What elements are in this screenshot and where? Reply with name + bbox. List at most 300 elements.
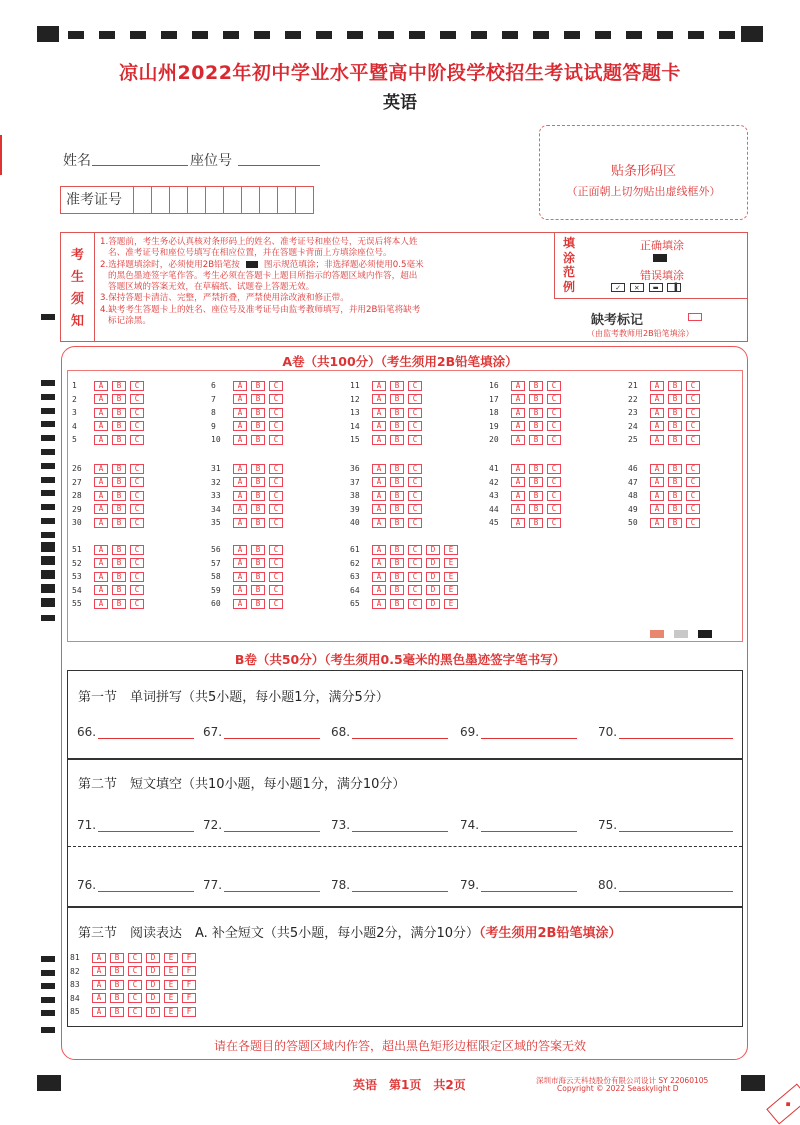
blank-line[interactable]	[98, 880, 194, 892]
question-number: 16	[489, 381, 499, 390]
answer-bubble-c[interactable]: C	[130, 394, 144, 404]
answer-bubble-a[interactable]: A	[94, 394, 108, 404]
answer-bubble-b[interactable]: B	[529, 477, 543, 487]
exam-id-cell[interactable]	[205, 187, 223, 213]
answer-bubble-c[interactable]: C	[269, 572, 283, 582]
answer-bubble-f[interactable]: F	[182, 953, 196, 963]
answer-bubble-a[interactable]: A	[650, 477, 664, 487]
answer-blank[interactable]	[331, 878, 448, 892]
blank-line[interactable]	[481, 880, 577, 892]
answer-bubble-a[interactable]: A	[372, 394, 386, 404]
answer-bubble-e[interactable]: E	[444, 558, 458, 568]
answer-bubble-a[interactable]: A	[511, 408, 525, 418]
answer-bubble-a[interactable]: A	[233, 585, 247, 595]
answer-bubble-d[interactable]: D	[426, 599, 440, 609]
answer-bubble-a[interactable]: A	[650, 381, 664, 391]
answer-bubble-a[interactable]: A	[94, 435, 108, 445]
answer-bubble-c[interactable]: C	[547, 518, 561, 528]
answer-bubble-f[interactable]: F	[182, 966, 196, 976]
answer-bubble-b[interactable]: B	[390, 599, 404, 609]
blank-line[interactable]	[481, 820, 577, 832]
answer-bubble-a[interactable]: A	[92, 980, 106, 990]
answer-bubble-c[interactable]: C	[408, 518, 422, 528]
answer-bubble-b[interactable]: B	[529, 518, 543, 528]
answer-blank[interactable]	[331, 725, 448, 739]
answer-bubble-a[interactable]: A	[94, 477, 108, 487]
answer-bubble-c[interactable]: C	[130, 381, 144, 391]
answer-blank[interactable]	[460, 725, 577, 739]
answer-bubble-c[interactable]: C	[547, 477, 561, 487]
answer-bubble-b[interactable]: B	[112, 421, 126, 431]
answer-bubble-d[interactable]: D	[146, 953, 160, 963]
answer-bubble-a[interactable]: A	[94, 572, 108, 582]
answer-bubble-a[interactable]: A	[233, 518, 247, 528]
answer-bubble-b[interactable]: B	[529, 421, 543, 431]
answer-bubble-b[interactable]: B	[110, 1007, 124, 1017]
answer-bubble-a[interactable]: A	[372, 464, 386, 474]
question-group	[72, 461, 148, 529]
answer-bubble-a[interactable]: A	[94, 504, 108, 514]
answer-bubble-c[interactable]: C	[547, 435, 561, 445]
answer-bubble-b[interactable]: B	[390, 558, 404, 568]
answer-bubble-c[interactable]: C	[686, 381, 700, 391]
answer-bubble-c[interactable]: C	[686, 491, 700, 501]
answer-bubble-c[interactable]: C	[547, 421, 561, 431]
answer-bubble-b[interactable]: B	[251, 572, 265, 582]
answer-bubble-c[interactable]: C	[686, 518, 700, 528]
answer-bubble-b[interactable]: B	[390, 504, 404, 514]
notice-line-part: 2.选择题填涂时，必须使用2B铅笔按	[100, 259, 240, 270]
answer-bubble-f[interactable]: F	[182, 993, 196, 1003]
blank-line[interactable]	[619, 880, 733, 892]
answer-bubble-a[interactable]: A	[650, 491, 664, 501]
page-title: 凉山州2022年初中学业水平暨高中阶段学校招生考试试题答题卡	[119, 62, 681, 84]
answer-bubble-c[interactable]: C	[269, 558, 283, 568]
answer-bubble-c[interactable]: C	[128, 953, 142, 963]
answer-bubble-c[interactable]: C	[130, 585, 144, 595]
answer-bubble-c[interactable]: C	[686, 464, 700, 474]
exam-id-cell[interactable]	[151, 187, 169, 213]
answer-bubble-b[interactable]: B	[390, 394, 404, 404]
answer-bubble-a[interactable]: A	[650, 421, 664, 431]
answer-bubble-a[interactable]: A	[511, 518, 525, 528]
blank-line[interactable]	[352, 727, 448, 739]
question-number: 38	[350, 491, 360, 501]
answer-bubble-c[interactable]: C	[269, 464, 283, 474]
answer-bubble-c[interactable]: C	[269, 585, 283, 595]
answer-bubble-c[interactable]: C	[269, 545, 283, 555]
blank-line[interactable]	[619, 820, 733, 832]
answer-bubble-e[interactable]: E	[164, 966, 178, 976]
answer-bubble-d[interactable]: D	[426, 558, 440, 568]
answer-bubble-c[interactable]: C	[130, 545, 144, 555]
answer-bubble-a[interactable]: A	[511, 504, 525, 514]
answer-bubble-b[interactable]: B	[112, 408, 126, 418]
color-calibration-swatches	[650, 623, 722, 642]
answer-bubble-b[interactable]: B	[390, 545, 404, 555]
blank-line[interactable]	[98, 727, 194, 739]
name-field[interactable]	[92, 165, 188, 166]
answer-bubble-c[interactable]: C	[408, 504, 422, 514]
question-number: 40	[350, 518, 360, 528]
answer-bubble-a[interactable]: A	[233, 545, 247, 555]
wrong-check-icon: ✓	[611, 283, 625, 292]
answer-bubble-c[interactable]: C	[547, 381, 561, 391]
answer-bubble-b[interactable]: B	[112, 599, 126, 609]
answer-bubble-b[interactable]: B	[251, 558, 265, 568]
answer-bubble-a[interactable]: A	[650, 394, 664, 404]
exam-id-cell[interactable]	[241, 187, 259, 213]
answer-bubble-a[interactable]: A	[372, 572, 386, 582]
answer-bubble-a[interactable]: A	[372, 491, 386, 501]
answer-bubble-a[interactable]: A	[511, 394, 525, 404]
answer-bubble-a[interactable]: A	[511, 421, 525, 431]
answer-bubble-a[interactable]: A	[233, 464, 247, 474]
answer-bubble-b[interactable]: B	[110, 993, 124, 1003]
answer-bubble-a[interactable]: A	[94, 381, 108, 391]
answer-bubble-e[interactable]: E	[444, 572, 458, 582]
answer-bubble-a[interactable]: A	[372, 408, 386, 418]
answer-bubble-c[interactable]: C	[408, 599, 422, 609]
answer-bubble-c[interactable]: C	[128, 980, 142, 990]
answer-bubble-b[interactable]: B	[668, 518, 682, 528]
answer-bubble-b[interactable]: B	[112, 504, 126, 514]
answer-bubble-a[interactable]: A	[511, 477, 525, 487]
answer-bubble-b[interactable]: B	[110, 966, 124, 976]
answer-bubble-b[interactable]: B	[390, 464, 404, 474]
answer-bubble-c[interactable]: C	[269, 421, 283, 431]
answer-bubble-a[interactable]: A	[94, 491, 108, 501]
answer-bubble-c[interactable]: C	[269, 491, 283, 501]
answer-bubble-e[interactable]: E	[164, 953, 178, 963]
answer-bubble-c[interactable]: C	[686, 421, 700, 431]
answer-bubble-b[interactable]: B	[112, 491, 126, 501]
answer-bubble-c[interactable]: C	[547, 394, 561, 404]
answer-bubble-b[interactable]: B	[529, 394, 543, 404]
answer-bubble-d[interactable]: D	[146, 980, 160, 990]
answer-bubble-c[interactable]: C	[408, 477, 422, 487]
answer-bubble-a[interactable]: A	[511, 435, 525, 445]
answer-bubble-c[interactable]: C	[686, 504, 700, 514]
answer-blank[interactable]	[598, 878, 733, 892]
answer-bubble-b[interactable]: B	[112, 394, 126, 404]
answer-bubble-a[interactable]: A	[650, 408, 664, 418]
answer-bubble-b[interactable]: B	[251, 518, 265, 528]
answer-bubble-b[interactable]: B	[390, 585, 404, 595]
answer-bubble-b[interactable]: B	[529, 408, 543, 418]
answer-bubble-c[interactable]: C	[408, 491, 422, 501]
answer-bubble-c[interactable]: C	[128, 993, 142, 1003]
blank-line[interactable]	[352, 880, 448, 892]
answer-bubble-d[interactable]: D	[426, 585, 440, 595]
answer-bubble-a[interactable]: A	[372, 504, 386, 514]
answer-bubble-b[interactable]: B	[251, 491, 265, 501]
answer-bubble-b[interactable]: B	[251, 599, 265, 609]
question-row	[211, 583, 287, 597]
answer-bubble-b[interactable]: B	[668, 504, 682, 514]
answer-bubble-b[interactable]: B	[390, 381, 404, 391]
answer-bubble-b[interactable]: B	[668, 464, 682, 474]
answer-bubble-b[interactable]: B	[529, 435, 543, 445]
answer-bubble-a[interactable]: A	[372, 599, 386, 609]
answer-bubble-c[interactable]: C	[408, 558, 422, 568]
answer-bubble-a[interactable]: A	[511, 491, 525, 501]
answer-bubble-e[interactable]: E	[444, 545, 458, 555]
answer-bubble-c[interactable]: C	[408, 585, 422, 595]
answer-bubble-b[interactable]: B	[390, 491, 404, 501]
answer-bubble-c[interactable]: C	[547, 491, 561, 501]
answer-bubble-b[interactable]: B	[251, 464, 265, 474]
answer-blank[interactable]	[203, 878, 320, 892]
answer-bubble-a[interactable]: A	[372, 518, 386, 528]
answer-bubble-c[interactable]: C	[130, 599, 144, 609]
answer-bubble-f[interactable]: F	[182, 980, 196, 990]
answer-bubble-a[interactable]: A	[94, 518, 108, 528]
answer-bubble-c[interactable]: C	[408, 435, 422, 445]
exam-id-cell[interactable]	[133, 187, 151, 213]
absent-checkbox[interactable]	[688, 313, 702, 321]
answer-bubble-b[interactable]: B	[112, 477, 126, 487]
answer-bubble-c[interactable]: C	[269, 394, 283, 404]
answer-bubble-b[interactable]: B	[668, 477, 682, 487]
answer-bubble-b[interactable]: B	[390, 518, 404, 528]
answer-bubble-c[interactable]: C	[130, 464, 144, 474]
answer-bubble-b[interactable]: B	[112, 585, 126, 595]
blank-line[interactable]	[224, 880, 320, 892]
answer-bubble-c[interactable]: C	[130, 435, 144, 445]
answer-bubble-c[interactable]: C	[408, 408, 422, 418]
exam-id-cell[interactable]	[295, 187, 313, 213]
notice-line: 1.答题前，考生务必认真核对条形码上的姓名、准考证号和座位号，无误后将本人姓	[100, 237, 418, 247]
question-number: 26	[72, 464, 82, 473]
answer-blank[interactable]	[460, 818, 577, 832]
answer-bubble-b[interactable]: B	[112, 435, 126, 445]
answer-bubble-b[interactable]: B	[668, 421, 682, 431]
answer-blank[interactable]	[77, 818, 194, 832]
answer-bubble-b[interactable]: B	[110, 953, 124, 963]
answer-bubble-c[interactable]: C	[130, 518, 144, 528]
answer-bubble-f[interactable]: F	[182, 1007, 196, 1017]
answer-bubble-a[interactable]: A	[92, 1007, 106, 1017]
answer-bubble-b[interactable]: B	[251, 477, 265, 487]
answer-bubble-a[interactable]: A	[650, 518, 664, 528]
answer-bubble-a[interactable]: A	[233, 381, 247, 391]
answer-bubble-b[interactable]: B	[390, 408, 404, 418]
answer-bubble-b[interactable]: B	[529, 491, 543, 501]
answer-bubble-b[interactable]: B	[390, 421, 404, 431]
answer-bubble-c[interactable]: C	[130, 504, 144, 514]
answer-bubble-c[interactable]: C	[408, 545, 422, 555]
answer-bubble-c[interactable]: C	[547, 464, 561, 474]
part3-title-text: 第三节 阅读表达 A. 补全短文（共5小题，每小题2分，满分10分）	[78, 926, 480, 941]
answer-bubble-d[interactable]: D	[146, 1007, 160, 1017]
answer-bubble-b[interactable]: B	[251, 435, 265, 445]
answer-bubble-c[interactable]: C	[130, 558, 144, 568]
answer-bubble-c[interactable]: C	[408, 464, 422, 474]
answer-bubble-b[interactable]: B	[529, 381, 543, 391]
answer-bubble-b[interactable]: B	[110, 980, 124, 990]
answer-bubble-b[interactable]: B	[390, 435, 404, 445]
answer-bubble-c[interactable]: C	[408, 421, 422, 431]
exam-id-grid[interactable]	[60, 186, 314, 214]
answer-bubble-e[interactable]: E	[444, 599, 458, 609]
answer-blank[interactable]	[77, 725, 194, 739]
answer-bubble-c[interactable]: C	[408, 394, 422, 404]
answer-bubble-c[interactable]: C	[408, 381, 422, 391]
answer-bubble-b[interactable]: B	[668, 435, 682, 445]
answer-blank[interactable]	[598, 725, 733, 739]
answer-bubble-b[interactable]: B	[390, 477, 404, 487]
answer-bubble-b[interactable]: B	[668, 381, 682, 391]
answer-blank[interactable]	[331, 818, 448, 832]
question-row	[489, 488, 565, 502]
blank-line[interactable]	[352, 820, 448, 832]
question-row	[489, 405, 565, 419]
answer-bubble-a[interactable]: A	[94, 599, 108, 609]
answer-bubble-b[interactable]: B	[251, 408, 265, 418]
answer-bubble-c[interactable]: C	[547, 504, 561, 514]
answer-bubble-c[interactable]: C	[269, 408, 283, 418]
answer-bubble-a[interactable]: A	[372, 477, 386, 487]
answer-bubble-a[interactable]: A	[94, 585, 108, 595]
answer-bubble-b[interactable]: B	[251, 504, 265, 514]
answer-bubble-b[interactable]: B	[251, 394, 265, 404]
question-row	[350, 488, 426, 502]
answer-bubble-c[interactable]: C	[130, 477, 144, 487]
answer-bubble-a[interactable]: A	[94, 545, 108, 555]
answer-bubble-b[interactable]: B	[529, 504, 543, 514]
answer-bubble-a[interactable]: A	[233, 435, 247, 445]
answer-bubble-b[interactable]: B	[668, 408, 682, 418]
answer-bubble-c[interactable]: C	[128, 1007, 142, 1017]
answer-bubble-c[interactable]: C	[130, 491, 144, 501]
answer-bubble-b[interactable]: B	[529, 464, 543, 474]
exam-id-cell[interactable]	[169, 187, 187, 213]
exam-id-cell[interactable]	[277, 187, 295, 213]
answer-bubble-a[interactable]: A	[233, 504, 247, 514]
answer-bubble-c[interactable]: C	[269, 518, 283, 528]
answer-bubble-a[interactable]: A	[233, 491, 247, 501]
answer-bubble-b[interactable]: B	[112, 464, 126, 474]
answer-bubble-b[interactable]: B	[112, 518, 126, 528]
answer-bubble-a[interactable]: A	[372, 545, 386, 555]
answer-bubble-a[interactable]: A	[94, 558, 108, 568]
blank-line[interactable]	[619, 727, 733, 739]
answer-bubble-a[interactable]: A	[233, 477, 247, 487]
answer-bubble-a[interactable]: A	[233, 421, 247, 431]
answer-bubble-b[interactable]: B	[251, 585, 265, 595]
answer-bubble-c[interactable]: C	[547, 408, 561, 418]
answer-bubble-b[interactable]: B	[390, 572, 404, 582]
answer-bubble-c[interactable]: C	[130, 572, 144, 582]
exam-id-cell[interactable]	[187, 187, 205, 213]
answer-bubble-a[interactable]: A	[372, 558, 386, 568]
answer-bubble-b[interactable]: B	[112, 545, 126, 555]
answer-bubble-b[interactable]: B	[251, 381, 265, 391]
answer-bubble-a[interactable]: A	[233, 572, 247, 582]
answer-bubble-a[interactable]: A	[372, 381, 386, 391]
answer-blank[interactable]	[598, 818, 733, 832]
answer-bubble-b[interactable]: B	[668, 491, 682, 501]
answer-bubble-a[interactable]: A	[650, 435, 664, 445]
answer-bubble-c[interactable]: C	[269, 477, 283, 487]
answer-bubble-a[interactable]: A	[233, 558, 247, 568]
answer-bubble-b[interactable]: B	[668, 394, 682, 404]
blank-line[interactable]	[224, 727, 320, 739]
answer-bubble-c[interactable]: C	[269, 435, 283, 445]
answer-bubble-a[interactable]: A	[511, 464, 525, 474]
exam-id-cell[interactable]	[223, 187, 241, 213]
answer-bubble-a[interactable]: A	[92, 966, 106, 976]
exam-id-cell[interactable]	[259, 187, 277, 213]
answer-bubble-b[interactable]: B	[112, 572, 126, 582]
question-number: 24	[628, 421, 638, 431]
answer-bubble-c[interactable]: C	[269, 599, 283, 609]
answer-bubble-d[interactable]: D	[146, 993, 160, 1003]
answer-bubble-c[interactable]: C	[408, 572, 422, 582]
answer-bubble-c[interactable]: C	[686, 408, 700, 418]
answer-bubble-a[interactable]: A	[650, 464, 664, 474]
answer-bubble-e[interactable]: E	[444, 585, 458, 595]
blank-line[interactable]	[98, 820, 194, 832]
answer-bubble-a[interactable]: A	[233, 599, 247, 609]
answer-bubble-a[interactable]: A	[372, 585, 386, 595]
answer-bubble-c[interactable]: C	[269, 381, 283, 391]
answer-bubble-c[interactable]: C	[686, 477, 700, 487]
answer-bubble-c[interactable]: C	[130, 408, 144, 418]
answer-bubble-c[interactable]: C	[686, 394, 700, 404]
answer-bubble-e[interactable]: E	[164, 980, 178, 990]
answer-blank[interactable]	[460, 878, 577, 892]
answer-bubble-b[interactable]: B	[112, 381, 126, 391]
answer-bubble-e[interactable]: E	[164, 993, 178, 1003]
answer-bubble-d[interactable]: D	[426, 572, 440, 582]
answer-bubble-c[interactable]: C	[686, 435, 700, 445]
answer-blank[interactable]	[203, 725, 320, 739]
answer-bubble-a[interactable]: A	[92, 953, 106, 963]
answer-bubble-a[interactable]: A	[233, 408, 247, 418]
answer-bubble-b[interactable]: B	[251, 545, 265, 555]
answer-bubble-a[interactable]: A	[650, 504, 664, 514]
answer-bubble-a[interactable]: A	[511, 381, 525, 391]
answer-bubble-b[interactable]: B	[251, 421, 265, 431]
answer-bubble-a[interactable]: A	[233, 394, 247, 404]
answer-bubble-a[interactable]: A	[92, 993, 106, 1003]
answer-blank[interactable]	[203, 818, 320, 832]
answer-bubble-c[interactable]: C	[128, 966, 142, 976]
answer-bubble-d[interactable]: D	[146, 966, 160, 976]
blank-line[interactable]	[224, 820, 320, 832]
answer-bubble-a[interactable]: A	[372, 435, 386, 445]
question-row	[211, 502, 287, 516]
answer-bubble-a[interactable]: A	[94, 464, 108, 474]
answer-bubble-a[interactable]: A	[94, 408, 108, 418]
answer-bubble-c[interactable]: C	[130, 421, 144, 431]
answer-bubble-b[interactable]: B	[112, 558, 126, 568]
answer-bubble-a[interactable]: A	[94, 421, 108, 431]
question-number: 2	[72, 394, 77, 404]
answer-bubble-c[interactable]: C	[269, 504, 283, 514]
answer-bubble-a[interactable]: A	[372, 421, 386, 431]
blank-number: 67.	[203, 725, 223, 739]
question-row	[72, 405, 148, 419]
answer-blank[interactable]	[77, 878, 194, 892]
blank-line[interactable]	[481, 727, 577, 739]
answer-bubble-e[interactable]: E	[164, 1007, 178, 1017]
seat-field[interactable]	[238, 165, 320, 166]
answer-bubble-d[interactable]: D	[426, 545, 440, 555]
timing-mark	[564, 31, 580, 39]
